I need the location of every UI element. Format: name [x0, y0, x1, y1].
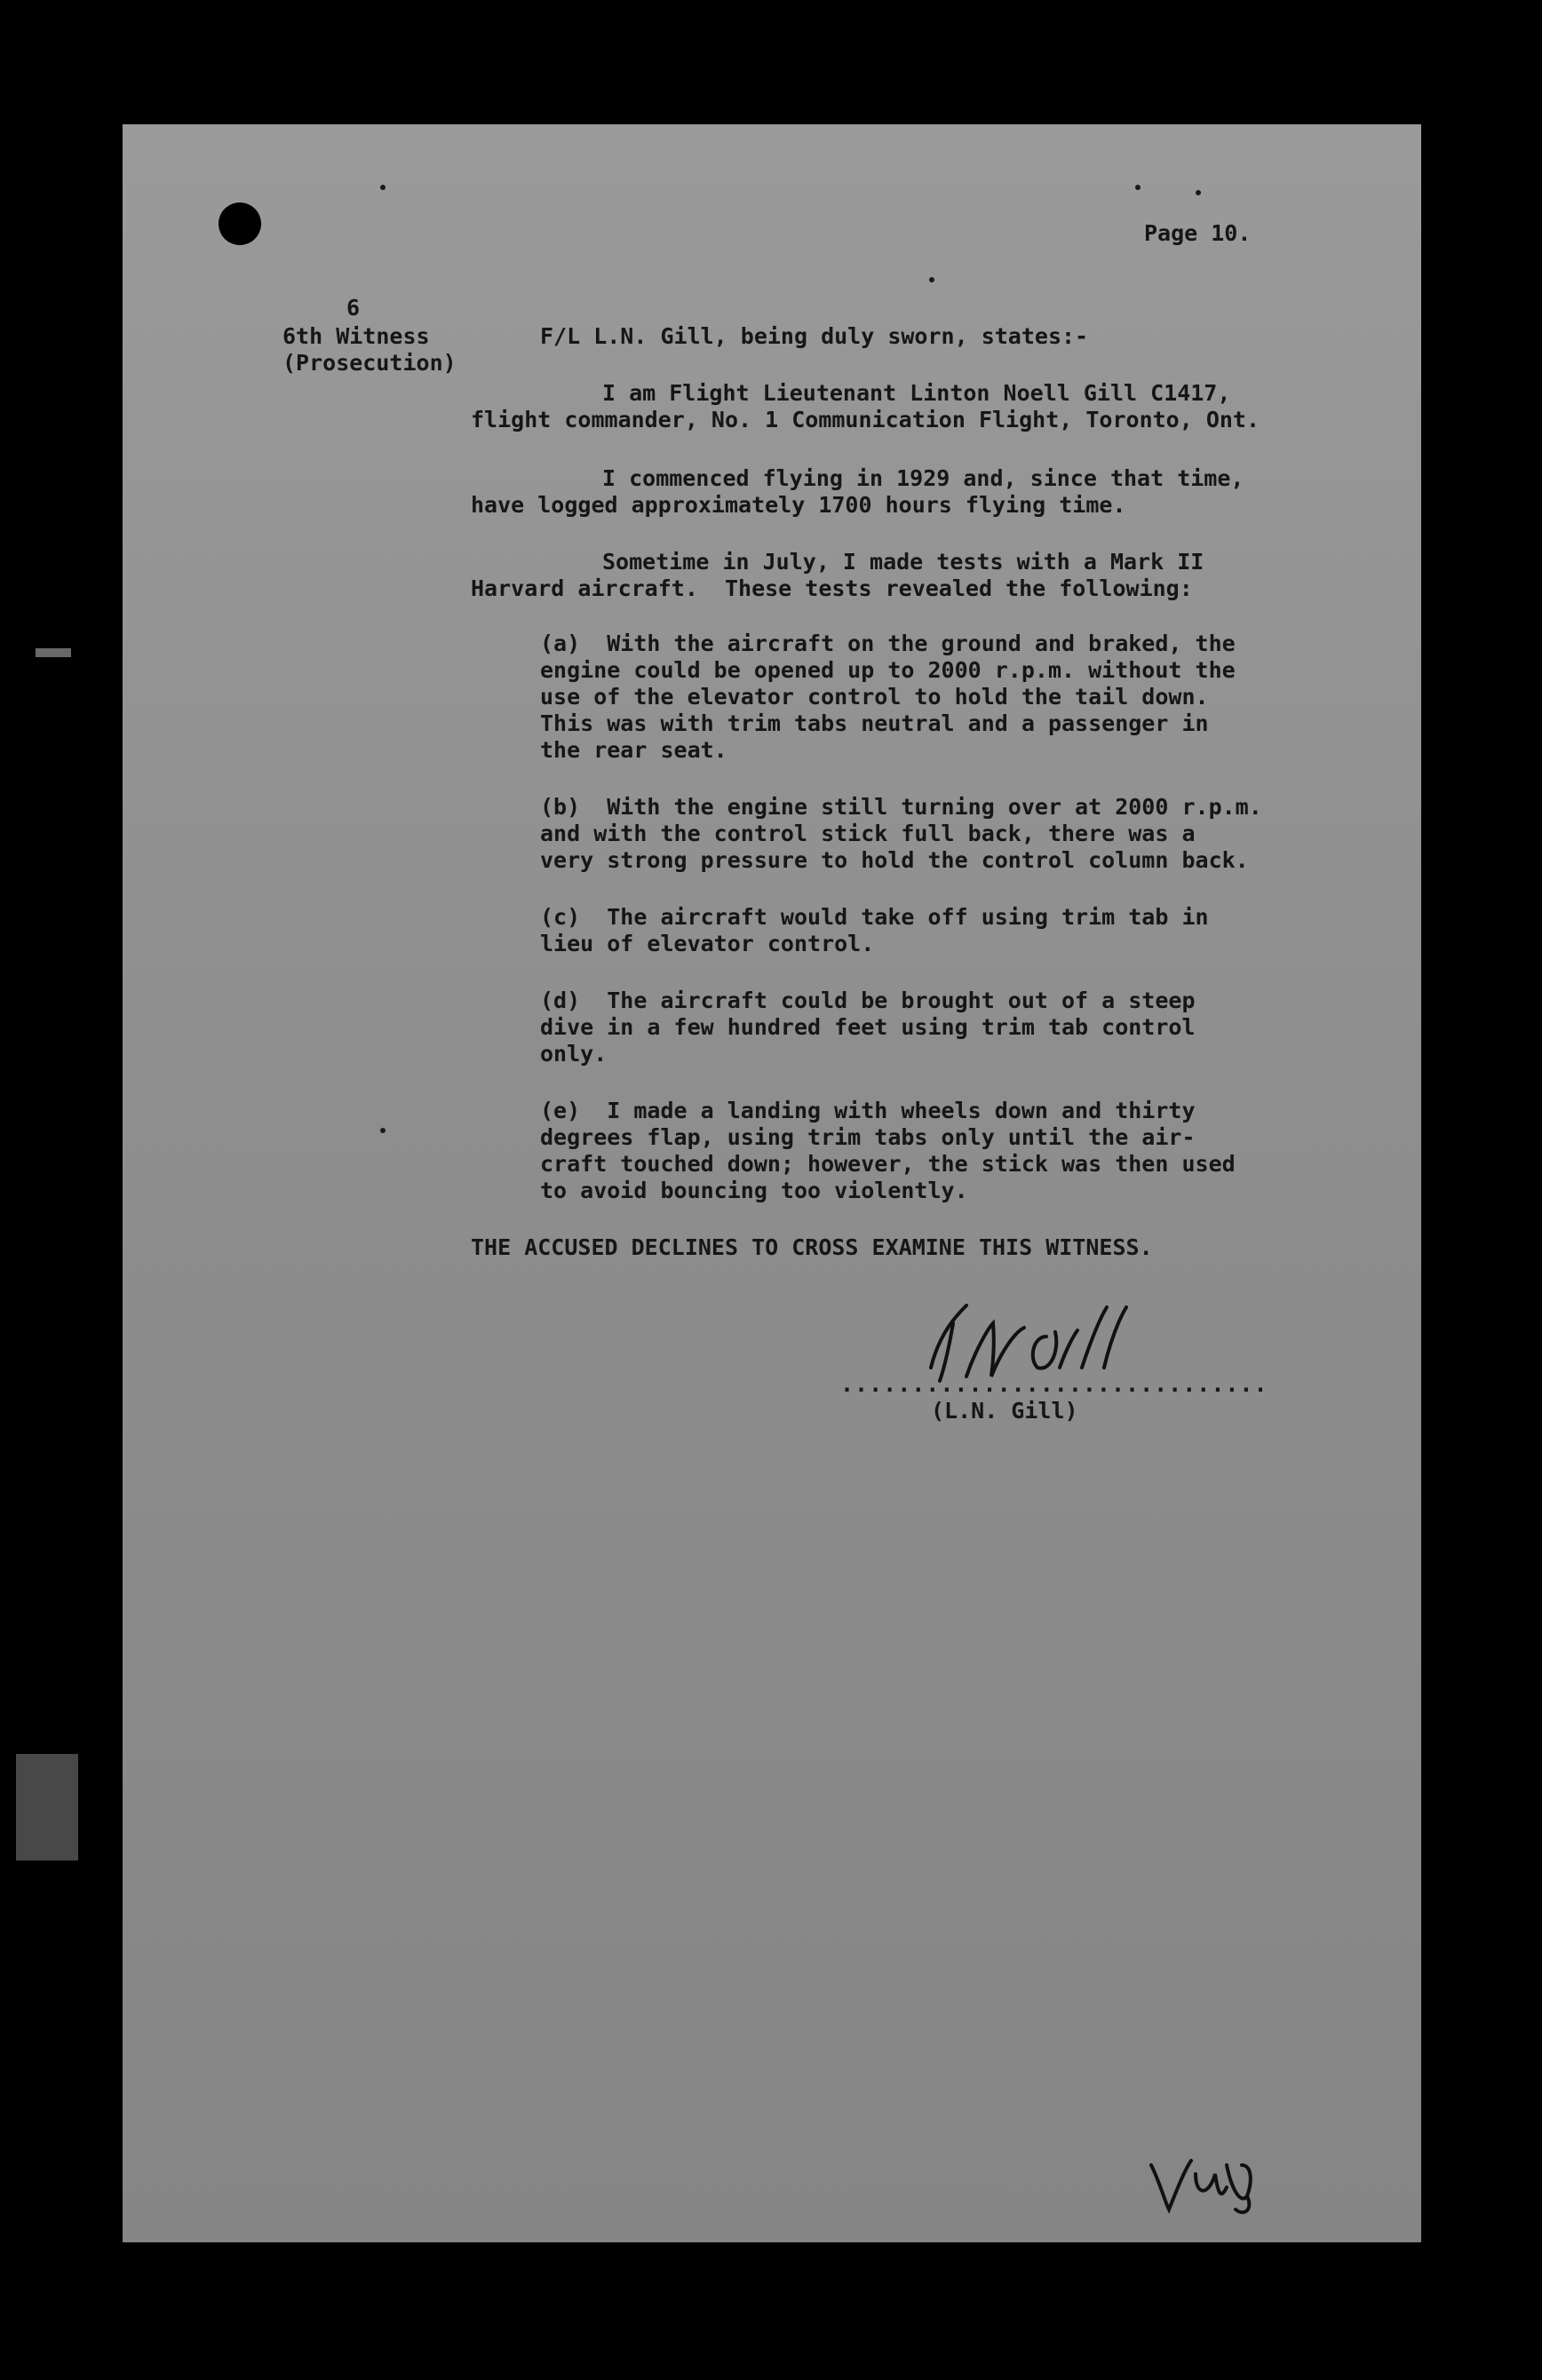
item-d-line2: dive in a few hundred feet using trim tab control	[540, 1014, 1196, 1040]
punch-hole	[219, 202, 261, 245]
item-e-line3: craft touched down; however, the stick was then used	[540, 1151, 1236, 1177]
para1-line1: I am Flight Lieutenant Linton Noell Gill C1417,	[602, 380, 1231, 406]
item-b-line2: and with the control stick full back, there was a	[540, 821, 1196, 846]
item-a-line1: (a) With the aircraft on the ground and braked, the	[540, 631, 1236, 656]
signature-name: (L.N. Gill)	[931, 1398, 1078, 1424]
witness-role: (Prosecution)	[282, 350, 457, 376]
page-number: Page 10.	[1144, 220, 1252, 246]
scan-artifact	[36, 648, 71, 657]
item-b-line3: very strong pressure to hold the control column back.	[540, 847, 1249, 873]
document-page	[123, 124, 1421, 2242]
signature-dot-line: ..............................	[840, 1371, 1268, 1397]
item-e-line4: to avoid bouncing too violently.	[540, 1178, 968, 1203]
initials-image	[1142, 2138, 1267, 2218]
para2-line2: have logged approximately 1700 hours flying time.	[471, 492, 1126, 518]
item-a-line5: the rear seat.	[540, 737, 727, 763]
para2-line1: I commenced flying in 1929 and, since that time,	[602, 465, 1244, 491]
item-c-line2: lieu of elevator control.	[540, 931, 875, 956]
speck	[1135, 185, 1141, 190]
closing-statement: THE ACCUSED DECLINES TO CROSS EXAMINE THIS WITNESS.	[471, 1234, 1153, 1260]
speck	[380, 185, 386, 190]
speck	[929, 277, 934, 282]
speck	[1196, 190, 1201, 195]
speck	[380, 1128, 386, 1133]
item-e-line1: (e) I made a landing with wheels down and thirty	[540, 1098, 1196, 1123]
item-a-line2: engine could be opened up to 2000 r.p.m. without the	[540, 657, 1236, 683]
item-a-line3: use of the elevator control to hold the tail down.	[540, 684, 1209, 710]
item-c-line1: (c) The aircraft would take off using trim tab in	[540, 904, 1209, 930]
item-d-line3: only.	[540, 1041, 608, 1067]
scan-artifact	[16, 1754, 78, 1860]
para3-line1: Sometime in July, I made tests with a Mark II	[602, 549, 1204, 575]
witness-label: 6th Witness	[282, 323, 430, 349]
statement-heading: F/L L.N. Gill, being duly sworn, states:-	[540, 323, 1089, 349]
item-a-line4: This was with trim tabs neutral and a passenger in	[540, 710, 1209, 736]
margin-number: 6	[346, 295, 361, 321]
para1-line2: flight commander, No. 1 Communication Flight, Toronto, Ont.	[471, 407, 1260, 432]
item-e-line2: degrees flap, using trim tabs only until the air-	[540, 1124, 1196, 1150]
item-d-line1: (d) The aircraft could be brought out of a steep	[540, 988, 1196, 1013]
para3-line2: Harvard aircraft. These tests revealed the following:	[471, 575, 1193, 601]
item-b-line1: (b) With the engine still turning over at 2000 r.p.m.	[540, 794, 1262, 820]
